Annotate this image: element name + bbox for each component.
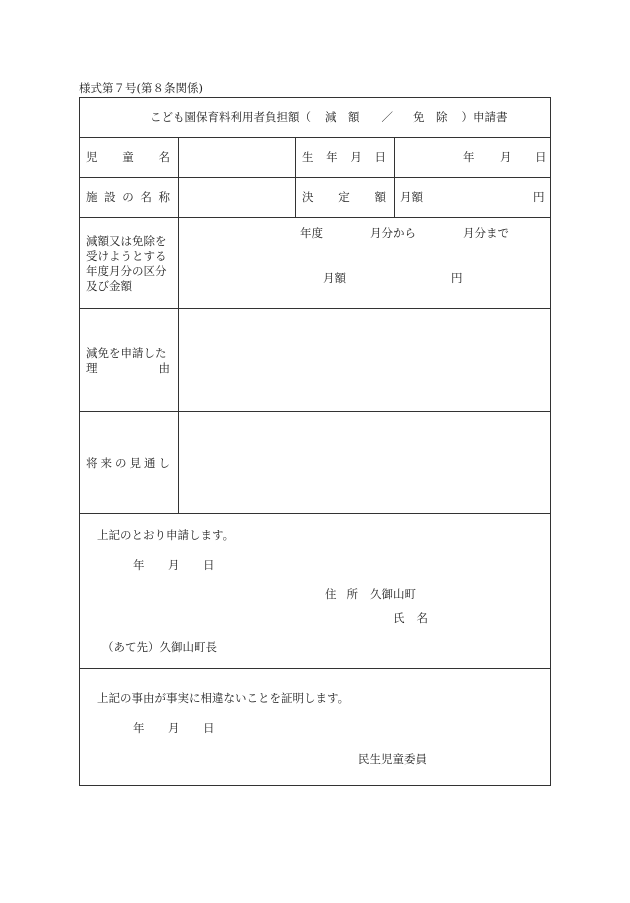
certification-date-year: 年 xyxy=(133,721,145,735)
label-outlook: 将 来 の 見 通 し xyxy=(86,456,170,470)
address-label: 住 所 xyxy=(325,587,358,601)
application-statement: 上記のとおり申請します。 xyxy=(97,528,235,542)
certification-signer: 民生児童委員 xyxy=(358,752,427,766)
rule-value-col xyxy=(394,137,395,217)
label-birth-date: 生 年 月 日 xyxy=(302,150,386,164)
title-main: こども園保育料利用者負担額（ xyxy=(150,110,311,124)
form-number: 様式第７号(第８条関係) xyxy=(79,81,203,95)
certification-statement: 上記の事由が事実に相違ないことを証明します。 xyxy=(97,691,350,705)
application-date-month: 月 xyxy=(168,558,180,572)
rule-mid-col xyxy=(295,137,296,217)
title-option-reduce: 減 額 xyxy=(325,110,360,124)
period-to: 月分まで xyxy=(463,226,509,240)
label-reason-2: 理 由 xyxy=(86,361,170,375)
decided-monthly-label: 月額 xyxy=(400,190,423,204)
label-child-name: 児 童 名 xyxy=(86,150,170,164)
label-period-amount-2: 受けようとする xyxy=(86,249,167,263)
rule-title xyxy=(79,137,551,138)
period-yen: 円 xyxy=(451,271,463,285)
birth-date-day: 日 xyxy=(535,150,547,164)
birth-date-month: 月 xyxy=(500,150,512,164)
title-option-exempt: 免 除 xyxy=(413,110,448,124)
addressee: （あて先）久御山町長 xyxy=(102,640,217,654)
rule-period xyxy=(79,308,551,309)
title-end: ）申請書 xyxy=(461,110,508,124)
rule-application xyxy=(79,668,551,669)
applicant-name-field[interactable] xyxy=(435,606,545,628)
rule-reason xyxy=(79,411,551,412)
rule-facility xyxy=(79,217,551,218)
signer-name-field[interactable] xyxy=(440,746,545,770)
label-decided-amount: 決 定 額 xyxy=(302,190,386,204)
certification-date-month: 月 xyxy=(168,721,180,735)
outlook-field[interactable] xyxy=(180,413,549,512)
rule-outlook xyxy=(79,513,551,514)
label-reason: 減免を申請した xyxy=(86,346,167,360)
facility-name-field[interactable] xyxy=(180,179,293,216)
label-period-amount: 減額又は免除を xyxy=(86,234,167,248)
label-period-amount-4: 及び金額 xyxy=(86,279,132,293)
certification-date-day: 日 xyxy=(203,721,215,735)
form-title xyxy=(150,110,508,124)
decided-yen-label: 円 xyxy=(533,190,545,204)
applicant-name-label: 氏 名 xyxy=(393,611,428,625)
label-facility-name: 施 設 の 名 称 xyxy=(86,190,170,204)
birth-date-year: 年 xyxy=(463,150,475,164)
rule-label-col xyxy=(178,137,179,513)
period-from: 月分から xyxy=(370,226,416,240)
child-name-field[interactable] xyxy=(180,139,293,176)
application-date-year: 年 xyxy=(133,558,145,572)
reason-field[interactable] xyxy=(180,310,549,410)
rule-child xyxy=(79,177,551,178)
application-date-day: 日 xyxy=(203,558,215,572)
period-nendo: 年度 xyxy=(300,226,323,240)
label-period-amount-3: 年度月分の区分 xyxy=(86,264,167,278)
address-value: 久御山町 xyxy=(370,587,416,601)
title-slash: ／ xyxy=(381,110,393,124)
period-monthly: 月額 xyxy=(323,271,346,285)
